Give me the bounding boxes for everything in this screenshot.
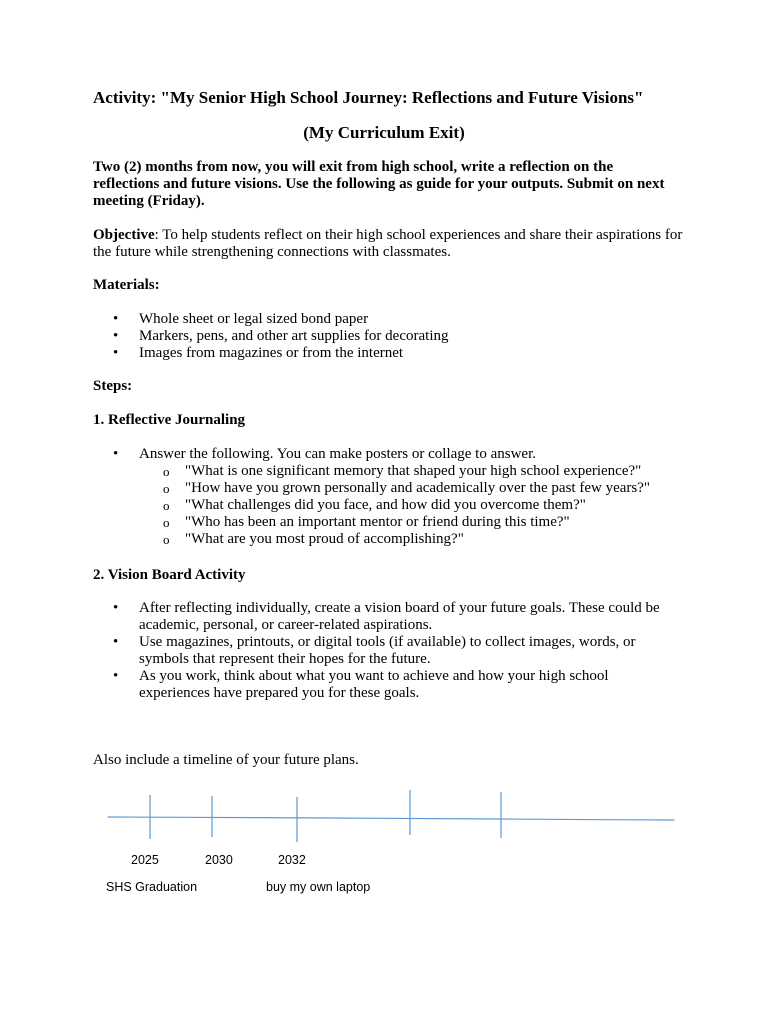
question-item: o "What challenges did you face, and how did you overcome them?" (139, 497, 713, 514)
timeline-year: 2032 (278, 853, 306, 867)
step2-heading: 2. Vision Board Activity (93, 567, 246, 583)
step2-list (93, 600, 683, 702)
question-item: o "What is one significant memory that shaped your high school experience?" (139, 463, 713, 480)
list-item (93, 446, 713, 548)
materials-list (93, 311, 693, 362)
question-item: o "How have you grown personally and academically over the past few years?" (139, 480, 713, 497)
page-subtitle: (My Curriculum Exit) (303, 123, 465, 142)
timeline-note: Also include a timeline of your future plans. (93, 752, 359, 768)
steps-heading: Steps: (93, 378, 133, 394)
intro-paragraph: Two (2) months from now, you will exit from high school, write a reflection on the reflections and future visions. Use the following as guide for your outputs. Submit on next meeting (Friday). (93, 159, 665, 209)
objective-text: : To help students reflect on their high school experiences and share their aspirations for the future while strengthening connections with classmates. (93, 227, 683, 260)
question-item: o "What are you most proud of accomplishing?" (139, 531, 713, 548)
timeline-ticks (150, 790, 501, 842)
list-item: • Images from magazines or from the internet (93, 345, 693, 362)
step1-instruction: Answer the following. You can make posters or collage to answer. (139, 446, 537, 462)
list-item: • After reflecting individually, create a vision board of your future goals. These could be academic, personal, or career-related aspirations. (93, 600, 683, 634)
objective-label: Objective (93, 227, 155, 243)
step1-list (93, 446, 713, 548)
list-item: • Use magazines, printouts, or digital tools (if available) to collect images, words, or symbols that represent their hopes for the future. (93, 634, 683, 668)
timeline-event: buy my own laptop (266, 880, 371, 894)
list-item: • As you work, think about what you want to achieve and how your high school experiences have prepared you for these goals. (93, 668, 683, 702)
timeline-event: SHS Graduation (106, 880, 198, 894)
timeline-year: 2030 (205, 853, 233, 867)
question-item: o "Who has been an important mentor or friend during this time?" (139, 514, 713, 531)
timeline-line (108, 817, 674, 820)
question-list (139, 463, 713, 548)
list-item: • Whole sheet or legal sized bond paper (93, 311, 693, 328)
page-title: Activity: "My Senior High School Journey: Reflections and Future Visions" (93, 88, 644, 107)
step1-heading: 1. Reflective Journaling (93, 412, 246, 428)
list-item: • Markers, pens, and other art supplies for decorating (93, 328, 693, 345)
timeline-drawing (0, 780, 768, 860)
objective-paragraph (93, 227, 683, 261)
timeline-year: 2025 (131, 853, 159, 867)
materials-heading: Materials: (93, 277, 160, 293)
